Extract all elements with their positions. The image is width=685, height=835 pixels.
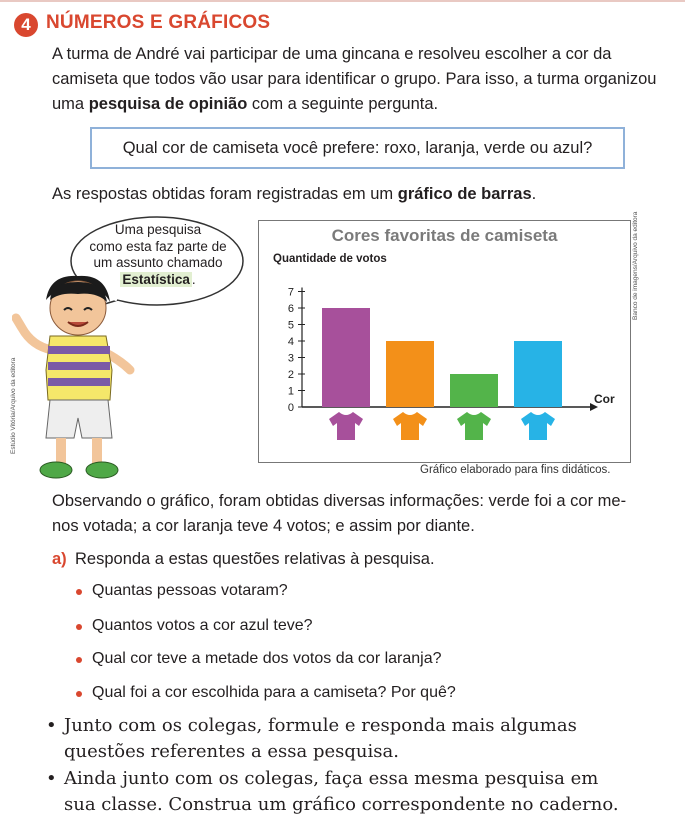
question-item-1: Quantas pessoas votaram? [92, 582, 288, 599]
question-item-4: Qual foi a cor escolhida para a camiseta? Por quê? [92, 684, 456, 701]
tshirt-icon-laranja [393, 412, 427, 440]
chart-bar-azul [514, 341, 562, 407]
chart-y-tick-label: 4 [287, 336, 294, 348]
question-item-3: Qual cor teve a metade dos votos da cor laranja? [92, 650, 442, 667]
intro-line-2: camiseta que todos vão usar para identificar o grupo. Para isso, a turma organizou [52, 70, 657, 88]
chart-y-tick-label: 0 [287, 402, 294, 414]
illustration-credit: Estúdio Vitória/Arquivo da editora [10, 357, 17, 454]
question-item-2: Quantos votos a cor azul teve? [92, 617, 313, 634]
top-rule [0, 0, 685, 2]
chart-bar-verde [450, 374, 498, 407]
chart-bar-laranja [386, 341, 434, 407]
observation-line-1: Observando o gráfico, foram obtidas diversas informações: verde foi a cor me- [52, 492, 627, 510]
chart-y-tick-label: 3 [287, 352, 294, 365]
observation-line-2: nos votada; a cor laranja teve 4 votos; e assim por diante. [52, 517, 475, 535]
chart-title: Cores favoritas de camiseta [331, 226, 558, 245]
section-number-badge: 4 [14, 13, 38, 37]
chart-y-tick-label: 7 [287, 286, 294, 299]
boy-illustration [12, 270, 142, 485]
bullet-symbol: • [46, 768, 57, 789]
chart-caption: Gráfico elaborado para fins didáticos. [420, 464, 611, 476]
bar-chart [258, 270, 631, 460]
tshirt-icon-roxo [329, 412, 363, 440]
research-term: pesquisa de opinião [88, 95, 248, 113]
chart-y-tick-label: 6 [287, 303, 294, 315]
statistics-term: Estatística [122, 271, 190, 287]
question-box: Qual cor de camiseta você prefere: roxo, laranja, verde ou azul? [90, 127, 625, 169]
tshirt-icon-azul [521, 412, 555, 440]
bar-chart-term: gráfico de barras [397, 185, 532, 203]
chart-y-tick-label: 2 [287, 369, 294, 381]
images-credit: Banco de imagens/Arquivo da editora [632, 211, 639, 320]
extra-task-2: • Ainda junto com os colegas, faça essa mesma pesquisa em sua classe. Construa um gráfico correspondente no caderno. [46, 768, 619, 815]
tshirt-icon-verde [457, 412, 491, 440]
item-a-instruction: Responda a estas questões relativas à pesquisa. [75, 550, 435, 568]
question-bullet [76, 691, 82, 697]
question-bullet [76, 624, 82, 630]
intro-line-3: uma pesquisa de opinião com a seguinte pergunta. [52, 95, 439, 113]
bullet-symbol: • [46, 715, 57, 736]
chart-y-axis-label: Quantidade de votos [273, 253, 387, 265]
speech-bubble-text: Uma pesquisa como esta faz parte de um assunto chamado Estatística . [89, 222, 227, 287]
chart-y-tick-label: 5 [287, 319, 294, 332]
section-title: NÚMEROS E GRÁFICOS [46, 12, 271, 33]
chart-bar-roxo [322, 308, 370, 407]
extra-task-1: • Junto com os colegas, formule e responda mais algumas questões referentes a essa pesquisa. [46, 715, 577, 762]
chart-x-axis-label: Cor [594, 392, 615, 406]
responses-line: As respostas obtidas foram registradas em um gráfico de barras. [52, 185, 537, 203]
question-bullet [76, 657, 82, 663]
question-bullet [76, 589, 82, 595]
intro-line-1: A turma de André vai participar de uma gincana e resolveu escolher a cor da [52, 45, 612, 63]
item-a-letter: a) [52, 550, 67, 568]
chart-y-tick-label: 1 [287, 385, 294, 398]
